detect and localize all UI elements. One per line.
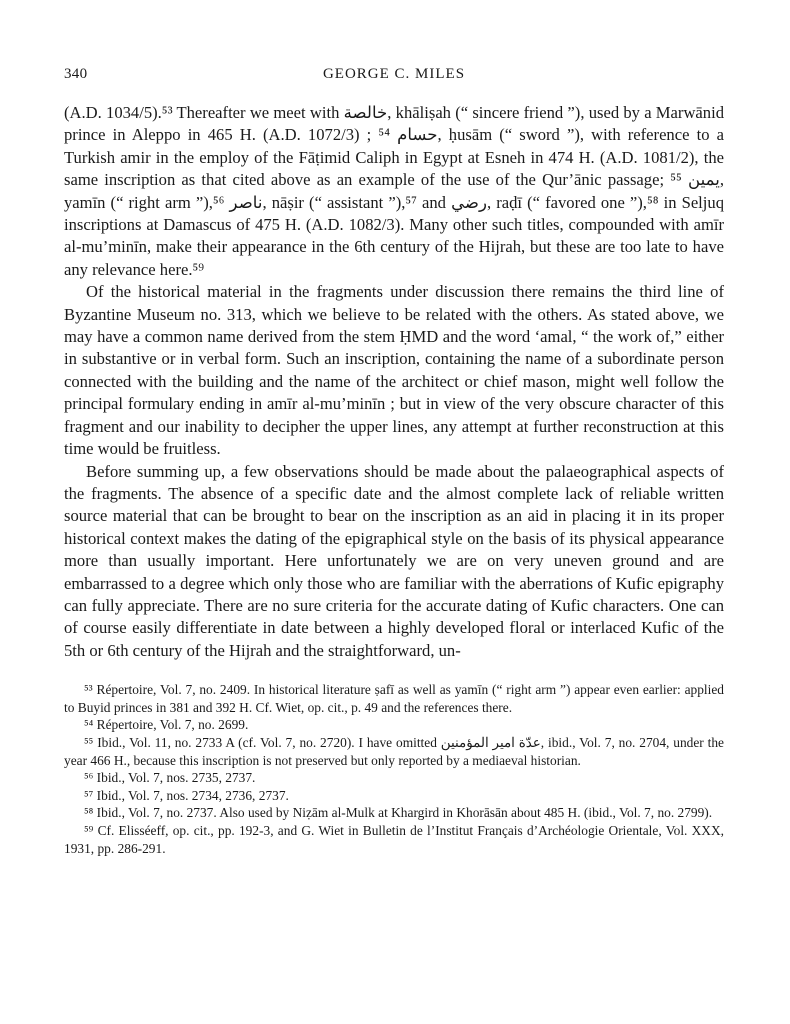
footnote-57: ⁵⁷ Ibid., Vol. 7, nos. 2734, 2736, 2737. <box>84 787 289 803</box>
paragraph: Before summing up, a few observations should be made about the palaeographical aspects of the fragments. The absence of a specific date and the almost complete lack of reliable written source material that can be brought to bear on the inscription as an aid in placing it in its proper historical context makes the dating of the epigraphical style on the basis of its physical appearance more than usually important. Here unfortunately we are on very uneven ground and are embarrassed to a degree which only those who are familiar with the aberrations of Kufic epigraphy can fully appreciate. There are no sure criteria for the accurate dating of Kufic characters. One can of course easily differentiate in date between a highly developed floral or interlaced Kufic of the 5th or 6th century of the Hijrah and the straightforward, un- <box>64 461 724 660</box>
footnote-56: ⁵⁶ Ibid., Vol. 7, nos. 2735, 2737. <box>84 770 256 786</box>
page <box>64 66 724 857</box>
footnotes <box>64 681 724 857</box>
footnote-54: ⁵⁴ Répertoire, Vol. 7, no. 2699. <box>84 717 249 733</box>
paragraph: Of the historical material in the fragments under discussion there remains the third line of Byzantine Museum no. 313, which we believe to be related with the others. As stated above, we may have a common name derived from the stem ḤMD and the word ‘amal, “ the work of,” either in substantive or in verbal form. Such an inscription, containing the name of a subordinate person connected with the building and the name of the architect or chief mason, might well follow the principal formulary ending in amīr al-mu’minīn ; but in view of the very obscure character of this fragment and our inability to decipher the upper lines, any attempt at further reconstruction at this time would be fruitless. <box>64 282 724 459</box>
footnote-59: ⁵⁹ Cf. Elisséeff, op. cit., pp. 192-3, and G. Wiet in Bulletin de l’Institut Français d’Archéologie Orientale, Vol. XXX, 1931, pp. 286-291. <box>64 822 724 856</box>
page-number: 340 <box>64 66 88 82</box>
footnote-58: ⁵⁸ Ibid., Vol. 7, no. 2737. Also used by Niẓām al-Mulk at Khargird in Khorāsān about 485 H. (ibid., Vol. 7, no. 2799). <box>84 805 713 821</box>
footnote-53: ⁵³ Répertoire, Vol. 7, no. 2409. In historical literature ṣafī as well as yamīn (“ right arm ”) appear even earlier: applied to Buyid princes in 381 and 392 H. Cf. Wiet, op. cit., p. 49 and the references there. <box>64 682 724 715</box>
body-text <box>64 102 724 662</box>
footnote-55: ⁵⁵ Ibid., Vol. 11, no. 2733 A (cf. Vol. 7, no. 2720). I have omitted عدّة امير المؤمنين, ibid., Vol. 7, no. 2704, under the year 466 H., because this inscription is not preserved but only reported by a mediaeval historian. <box>64 734 724 768</box>
running-head-author: GEORGE C. MILES <box>322 66 466 82</box>
paragraph: (A.D. 1034/5).⁵³ Thereafter we meet with خالصة, khāliṣah (“ sincere friend ”), used by a Marwānid prince in Aleppo in 465 H. (A.D. 1072/3) ; ⁵⁴ حسام, ḥusām (“ sword ”), with reference to a Turkish amir in the employ of the Fāṭimid Caliph in Egypt at Esneh in 474 H. (A.D. 1081/2), the same inscription as that cited above as an example of the use of the Qur’ānic passage; ⁵⁵ يمين, yamīn (“ right arm ”),⁵⁶ ناصر, nāṣir (“ assistant ”),⁵⁷ and رضي, raḍī (“ favored one ”),⁵⁸ in Seljuq inscriptions at Damascus of 475 H. (A.D. 1082/3). Many other such titles, compounded with amīr al-mu’minīn, make their appearance in the 6th century of the Hijrah, but these are too late to have any relevance here.⁵⁹ <box>64 103 724 279</box>
running-header <box>64 66 724 88</box>
